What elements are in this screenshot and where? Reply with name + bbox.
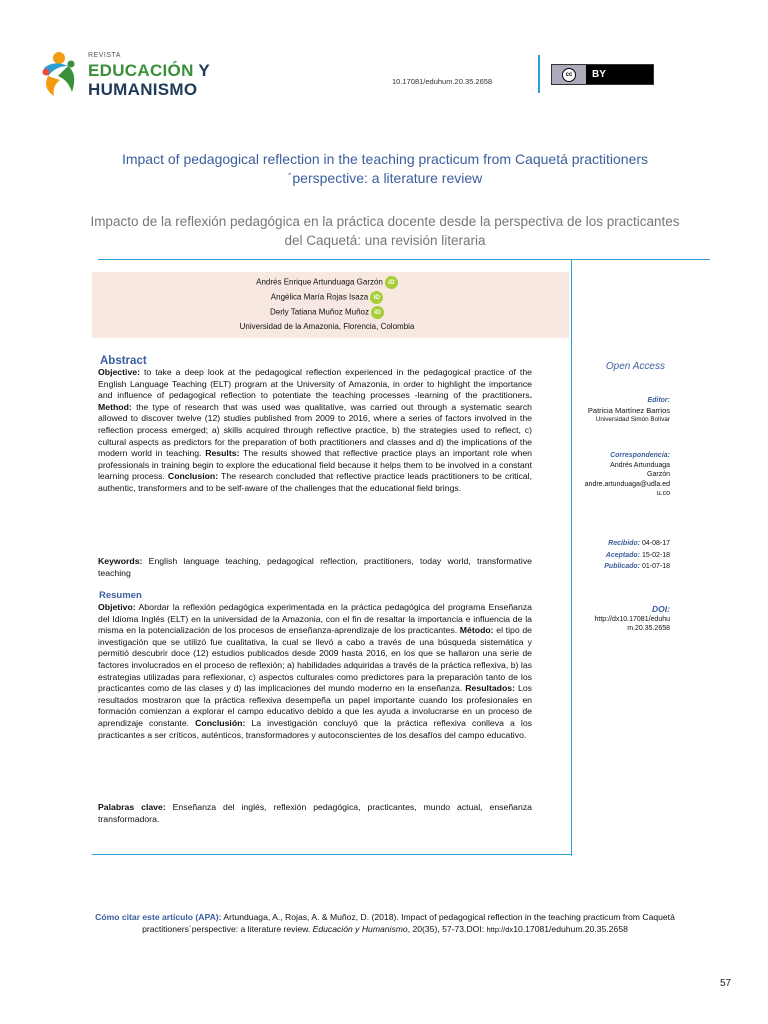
resumen-body: Objetivo: Abordar la reflexión pedagógica experimentada en la práctica pedagógica del programa Enseñanza del Idioma Inglés (ELT) en la universidad de la Amazonia, con el fin de resaltar la importancia e influencia de la misma en la potencialización de los procesos de enseñanza-aprendizaje de los practicantes. Método: el tipo de investigación que se utilizó fue cualitativa, la cual se llevó a cabo a través de una búsqueda sistemática y permitió descubrir doce (12) estudios publicados desde 2009 hasta 2016, en los que se hallaron una serie de factores involucrados en el proceso de reflexión; a) habilidades adquiridas a través de la práctica reflexiva, b) las estrategias utilizadas para reflexionar, c) aspectos culturales como predictores para la preparación tanto de los practicantes como de las clases y d) las implicaciones del mundo moderno en la enseñanza. Resultados: Los resultados mostraron que la práctica reflexiva desempeña un papel importante cuando los profesionales en formación comienzan a explorar el campo educativo debido a que les ayuda a involucrarse en un proceso de aprendizaje constante. Conclusión: La investigación concluyó que la práctica reflexiva conlleva a los practicantes a ser críticos, auténticos, transformadores y autoconscientes de los desafíos del campo educativo. xyxy=(98,602,533,740)
doi-link[interactable]: http://dx10.17081/eduhu m.20.35.2658 xyxy=(594,615,670,632)
editor-block: Editor: Patricia Martínez Barrios Universidad Simón Bolívar xyxy=(587,397,670,423)
orcid-icon[interactable]: iD xyxy=(385,276,398,289)
journal-label-small: REVISTA xyxy=(88,52,121,59)
orcid-icon[interactable]: iD xyxy=(371,306,384,319)
cc-license-badge[interactable] xyxy=(551,64,654,85)
citation-doi[interactable]: 10.17081/eduhum.20.35.2658 xyxy=(513,924,628,934)
license-type: BY xyxy=(592,69,606,80)
title-spanish: Impacto de la reflexión pedagógica en la práctica docente desde la perspectiva de los practicantes del Caquetá: una revisión literaria xyxy=(90,214,680,248)
abstract-keywords: Keywords: English language teaching, pedagogical reflection, practitioners, today world, transformative teaching xyxy=(98,556,532,578)
abstract-body: Objective: to take a deep look at the pedagogical reflection experienced in the pedagogical practice of the English Language Teaching (ELT) program at the University of Amazonia, in order to highlight the importance and influence of pedagogical reflection to potentiate the teaching processes -learning of the practitioners. Method: the type of research that was used was qualitative, was carried out through a systematic search allowed to discover twelve (12) studies published from 2009 to 2016, where a series of factors involved in the reflection process emerged; a) skills acquired through reflective practice, b) the strategies used to reflect, c) cultural aspects as predictors for the preparation of both practitioners and classes and d) the implications of the modern world in teaching. Results: The results showed that reflective practice plays an important role when professionals in training begin to explore the educational field because it helps them to be involved in a constant learning process. Conclusion: The research concluded that reflective practice leads practitioners to be critical, authentic, transformers and to be self-aware of the challenges that the educational field brings. xyxy=(98,367,532,493)
horizontal-rule-bottom xyxy=(92,854,572,855)
horizontal-rule xyxy=(98,259,710,260)
author-1: Andrés Enrique Artunduaga Garzón iD xyxy=(92,276,562,289)
open-access-label: Open Access xyxy=(605,361,665,372)
header-doi[interactable]: 10.17081/eduhum.20.35.2658 xyxy=(392,77,493,86)
dates-block: Recibido: 04-08-17 Aceptado: 15-02-18 Publicado: 01-07-18 xyxy=(604,540,670,570)
resumen-heading: Resumen xyxy=(99,590,142,601)
citation-doi-prefix[interactable]: http://dx xyxy=(486,925,514,934)
author-affiliation: Universidad de la Amazonia, Florencia, Colombia xyxy=(239,322,415,331)
resumen-keywords: Palabras clave: Enseñanza del inglés, reflexión pedagógica, practicantes, mundo actual, enseñanza transformadora. xyxy=(98,802,532,824)
author-2: Angélica María Rojas Isaza iD xyxy=(92,291,562,304)
creative-commons-icon: cc xyxy=(552,65,586,84)
doi-block: DOI: http://dx10.17081/eduhu m.20.35.2658 xyxy=(520,605,670,634)
abstract-heading: Abstract xyxy=(100,355,147,367)
citation: Cómo citar este artículo (APA): Artunduaga, A., Rojas, A. & Muñoz, D. (2018). Impact of pedagogical reflection in the teaching practicum from Caquetá practitioners´perspective: a literature review. Educación y Humanismo, 20(35), 57-73.DOI: http://dx10.17081/eduhum.20.35.2658 xyxy=(95,912,675,934)
title-english: Impact of pedagogical reflection in the teaching practicum from Caquetá practitioners´perspective: a literature review xyxy=(121,151,649,186)
correspondence-email[interactable]: andre.artunduaga@udla.ed u.co xyxy=(584,480,670,497)
page-number: 57 xyxy=(720,978,732,989)
journal-name-line2: HUMANISMO xyxy=(88,80,198,99)
correspondence-block: Correspondencia: Andrés Artunduaga Garzón andre.artunduaga@udla.ed u.co xyxy=(520,451,670,499)
author-3: Derly Tatiana Muñoz Muñoz iD xyxy=(92,306,562,319)
header-divider xyxy=(538,55,540,93)
orcid-icon[interactable]: iD xyxy=(370,291,383,304)
journal-name-line1: EDUCACIÓN Y xyxy=(88,61,211,80)
